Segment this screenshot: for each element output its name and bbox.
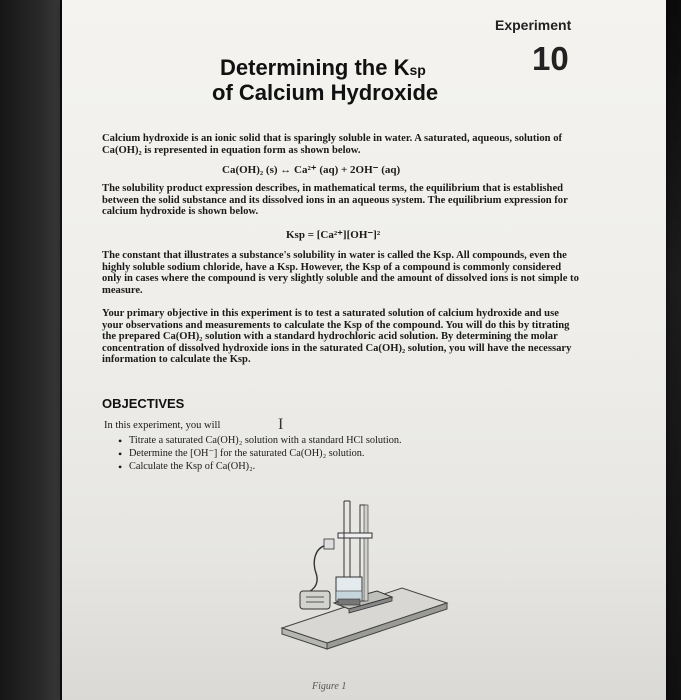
title-main: Determining the K [220, 55, 410, 80]
objectives-heading: OBJECTIVES [102, 396, 185, 411]
experiment-label: Experiment [495, 17, 572, 33]
intro-paragraph-3: The constant that illustrates a substance's solubility in water is called the Ksp. All compounds, even the highly soluble sodium chloride, have a Ksp. However, the Ksp of a compound is commonly considered only in cases where the compound is very slightly soluble and the amount of dissolved ions is not simple to measure. [102, 250, 579, 296]
experiment-number: 10 [532, 40, 569, 77]
list-item: • Calculate the Ksp of Ca(OH)₂. [118, 461, 402, 474]
ksp-expression: Ksp = [Ca²⁺][OH⁻]² [286, 229, 381, 241]
intro-paragraph-4: Your primary objective in this experiment is to test a saturated solution of calcium hydroxide and use your observations and measurements to calculate the Ksp of the compound. You will do this by titrating the prepared Ca(OH)₂ solution with a standard hydrochloric acid solution. By determining the molar concentration of dissolved hydroxide ions in the saturated Ca(OH)₂ solution, you will have the necessary information to calculate the Ksp. [102, 308, 572, 366]
page-title-line2: of Calcium Hydroxide [212, 80, 439, 105]
page-title-line1 [220, 55, 426, 81]
figure-caption: Figure 1 [312, 681, 347, 692]
left-dark-edge [0, 0, 60, 700]
document-page [62, 0, 666, 700]
title-subscript: sp [409, 62, 426, 78]
intro-paragraph-1: Calcium hydroxide is an ionic solid that is sparingly soluble in water. A saturated, aqueous, solution of Ca(OH)₂ is represented in equation form as shown below. [102, 133, 563, 156]
titration-apparatus-illustration [272, 493, 452, 653]
list-item: • Determine the [OH⁻] for the saturated Ca(OH)₂ solution. [118, 448, 402, 461]
objectives-intro: In this experiment, you will [104, 420, 221, 431]
dissociation-equation: Ca(OH)₂ (s) ↔ Ca²⁺ (aq) + 2OH⁻ (aq) [222, 164, 401, 176]
objectives-list [118, 435, 402, 473]
text-cursor-icon: I [278, 416, 284, 433]
list-item: • Titrate a saturated Ca(OH)₂ solution with a standard HCl solution. [118, 435, 402, 448]
intro-paragraph-2: The solubility product expression describes, in mathematical terms, the equilibrium that is established between the solid substance and its dissolved ions in an aqueous system. The equilibrium expression for calcium hydroxide is shown below. [102, 183, 568, 218]
